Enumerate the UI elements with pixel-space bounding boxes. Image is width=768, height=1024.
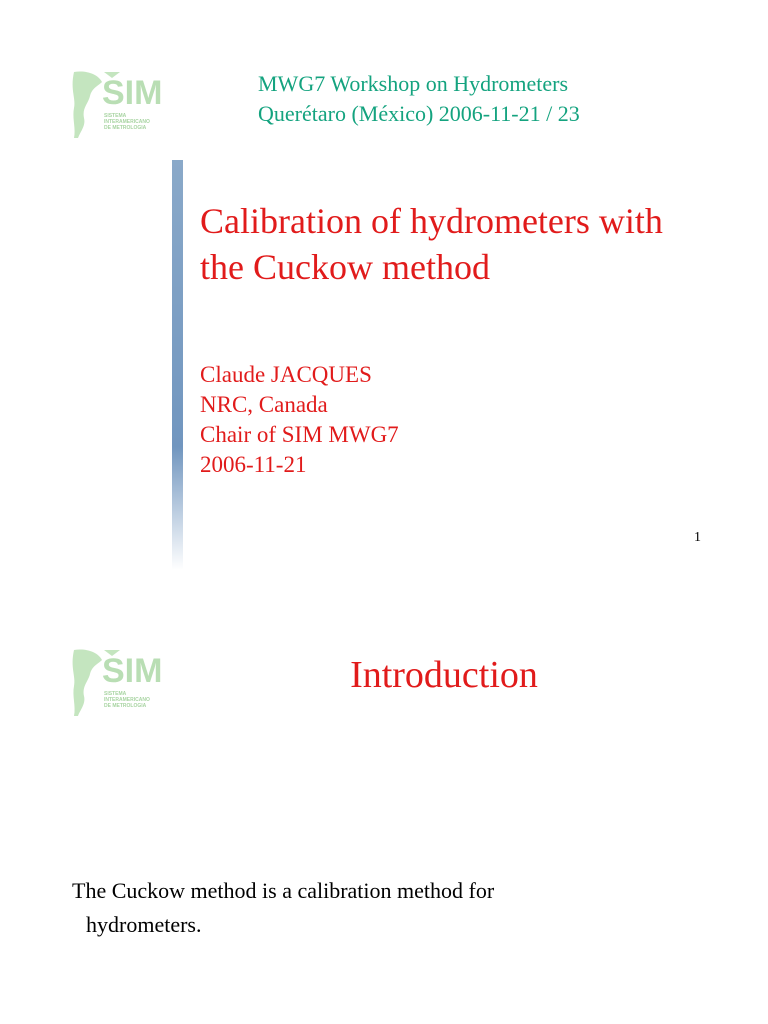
logo-subtitle-line: DE METROLOGIA	[104, 703, 147, 709]
sim-logo-icon	[68, 68, 168, 140]
logo-subtitle-line: SISTEMA	[104, 691, 127, 697]
title-line: Calibration of hydrometers with	[200, 201, 663, 241]
author-block	[200, 360, 399, 480]
author-name: Claude JACQUES	[200, 362, 372, 387]
presentation-date: 2006-11-21	[200, 452, 307, 477]
title-line: the Cuckow method	[200, 247, 490, 287]
section-title: Introduction	[350, 654, 538, 696]
workshop-header-line: Querétaro (México) 2006-11-21 / 23	[258, 101, 580, 126]
logo-text: SIM	[102, 74, 163, 112]
body-paragraph	[72, 874, 712, 942]
page-number: 1	[694, 530, 701, 545]
logo-subtitle-line: INTERAMERICANO	[104, 697, 150, 703]
body-line: hydrometers.	[86, 912, 202, 937]
logo-subtitle-line: INTERAMERICANO	[104, 119, 150, 125]
workshop-header-line: MWG7 Workshop on Hydrometers	[258, 71, 569, 96]
slide-2	[0, 512, 768, 1024]
logo-subtitle-line: DE METROLOGIA	[104, 125, 147, 131]
body-line: The Cuckow method is a calibration method for	[72, 878, 495, 903]
logo-text: SIM	[102, 652, 163, 690]
slide-title	[200, 198, 740, 290]
author-affiliation: NRC, Canada	[200, 392, 328, 417]
author-role: Chair of SIM MWG7	[200, 422, 399, 447]
accent-bar	[172, 160, 183, 570]
logo-subtitle-line: SISTEMA	[104, 113, 127, 119]
